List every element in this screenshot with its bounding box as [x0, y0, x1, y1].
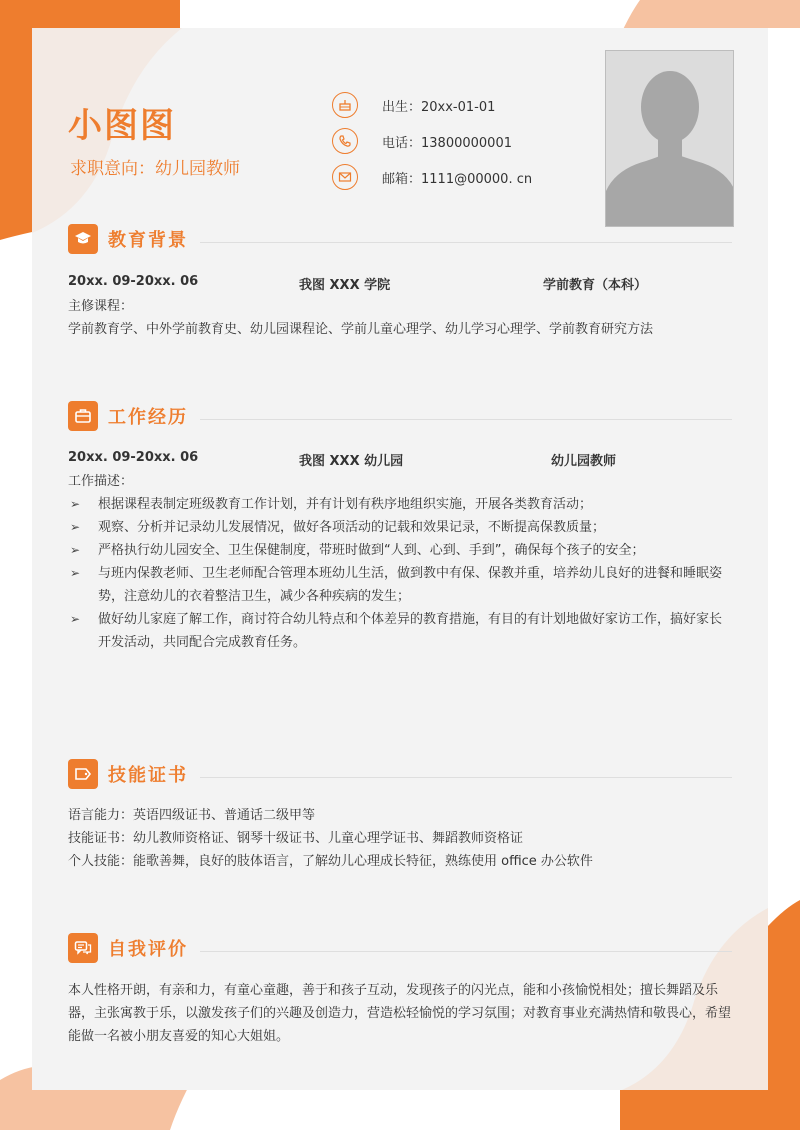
course-list: 学前教育学、中外学前教育史、幼儿园课程论、学前儿童心理学、幼儿学习心理学、学前教育研究方法 — [68, 322, 654, 337]
bullet-arrow-icon: ➢ — [70, 520, 81, 534]
birth-text: 出生：20xx-01-01 — [382, 99, 496, 115]
info-birth — [332, 91, 495, 119]
course-label: 主修课程： — [68, 299, 134, 314]
section-work-header — [68, 401, 732, 431]
divider — [200, 242, 732, 243]
tag-icon — [68, 759, 98, 789]
work-org: 我图 XXX 幼儿园 — [299, 454, 404, 469]
education-major: 学前教育（本科） — [543, 278, 648, 293]
briefcase-icon — [68, 401, 98, 431]
email-text: 邮箱：1111@00000. cn — [382, 171, 533, 187]
work-row — [68, 450, 732, 468]
section-title: 工作经历 — [108, 407, 188, 428]
skill-certificates: 技能证书：幼儿教师资格证、钢琴十级证书、儿童心理学证书、舞蹈教师资格证 — [68, 831, 524, 846]
section-title: 教育背景 — [108, 230, 188, 251]
education-row — [68, 274, 732, 292]
bullet-arrow-icon: ➢ — [70, 566, 81, 580]
section-self-eval-header — [68, 933, 732, 963]
list-item: ➢ 与班内保教老师、卫生老师配合管理本班幼儿生活，做到教中有保、保教并重，培养幼儿良好的进餐和睡眠姿势，注意幼儿的衣着整洁卫生，减少各种疾病的发生； — [68, 562, 732, 608]
section-title: 技能证书 — [108, 765, 188, 786]
chat-bubble-icon — [68, 933, 98, 963]
section-title: 自我评价 — [108, 939, 188, 960]
info-phone — [332, 127, 512, 155]
work-desc-label: 工作描述： — [68, 474, 134, 489]
skill-personal: 个人技能：能歌善舞，良好的肢体语言，了解幼儿心理成长特征，熟练使用 office 办公软件 — [68, 854, 593, 869]
person-silhouette-icon — [606, 51, 734, 227]
profile-photo — [605, 50, 734, 227]
bullet-arrow-icon: ➢ — [70, 543, 81, 557]
mail-icon — [332, 164, 358, 190]
skill-language: 语言能力：英语四级证书、普通话二级甲等 — [68, 808, 316, 823]
candidate-name: 小图图 — [68, 106, 176, 146]
list-item: ➢ 根据课程表制定班级教育工作计划，并有计划有秩序地组织实施，开展各类教育活动； — [68, 493, 732, 516]
bullet-arrow-icon: ➢ — [70, 497, 81, 511]
info-email — [332, 163, 532, 191]
work-role: 幼儿园教师 — [551, 454, 617, 469]
divider — [200, 777, 732, 778]
work-date: 20xx. 09-20xx. 06 — [68, 450, 199, 465]
phone-text: 电话：13800000001 — [382, 135, 512, 151]
section-skills-header — [68, 759, 732, 789]
job-intent: 求职意向：幼儿园教师 — [70, 159, 240, 179]
self-eval-text: 本人性格开朗，有亲和力，有童心童趣，善于和孩子互动，发现孩子的闪光点，能和小孩愉悦相处；擅长舞蹈及乐器，主张寓教于乐，以激发孩子们的兴趣及创造力，营造松轻愉悦的学习氛围；对教育事业充满热情和敬畏心，希望能做一名被小朋友喜爱的知心大姐姐。 — [68, 983, 732, 1044]
graduation-cap-icon — [68, 224, 98, 254]
divider — [200, 419, 732, 420]
work-duty-list — [68, 493, 732, 654]
education-date: 20xx. 09-20xx. 06 — [68, 274, 199, 289]
phone-icon — [332, 128, 358, 154]
education-school: 我图 XXX 学院 — [299, 278, 391, 293]
list-item: ➢ 严格执行幼儿园安全、卫生保健制度，带班时做到“人到、心到、手到”，确保每个孩子的安全； — [68, 539, 732, 562]
list-item: ➢ 做好幼儿家庭了解工作，商讨符合幼儿特点和个体差异的教育措施，有目的有计划地做好家访工作，搞好家长开发活动，共同配合完成教育任务。 — [68, 608, 732, 654]
list-item: ➢ 观察、分析并记录幼儿发展情况，做好各项活动的记载和效果记录，不断提高保教质量； — [68, 516, 732, 539]
cake-icon — [332, 92, 358, 118]
divider — [200, 951, 732, 952]
bullet-arrow-icon: ➢ — [70, 612, 81, 626]
section-education-header — [68, 224, 732, 254]
